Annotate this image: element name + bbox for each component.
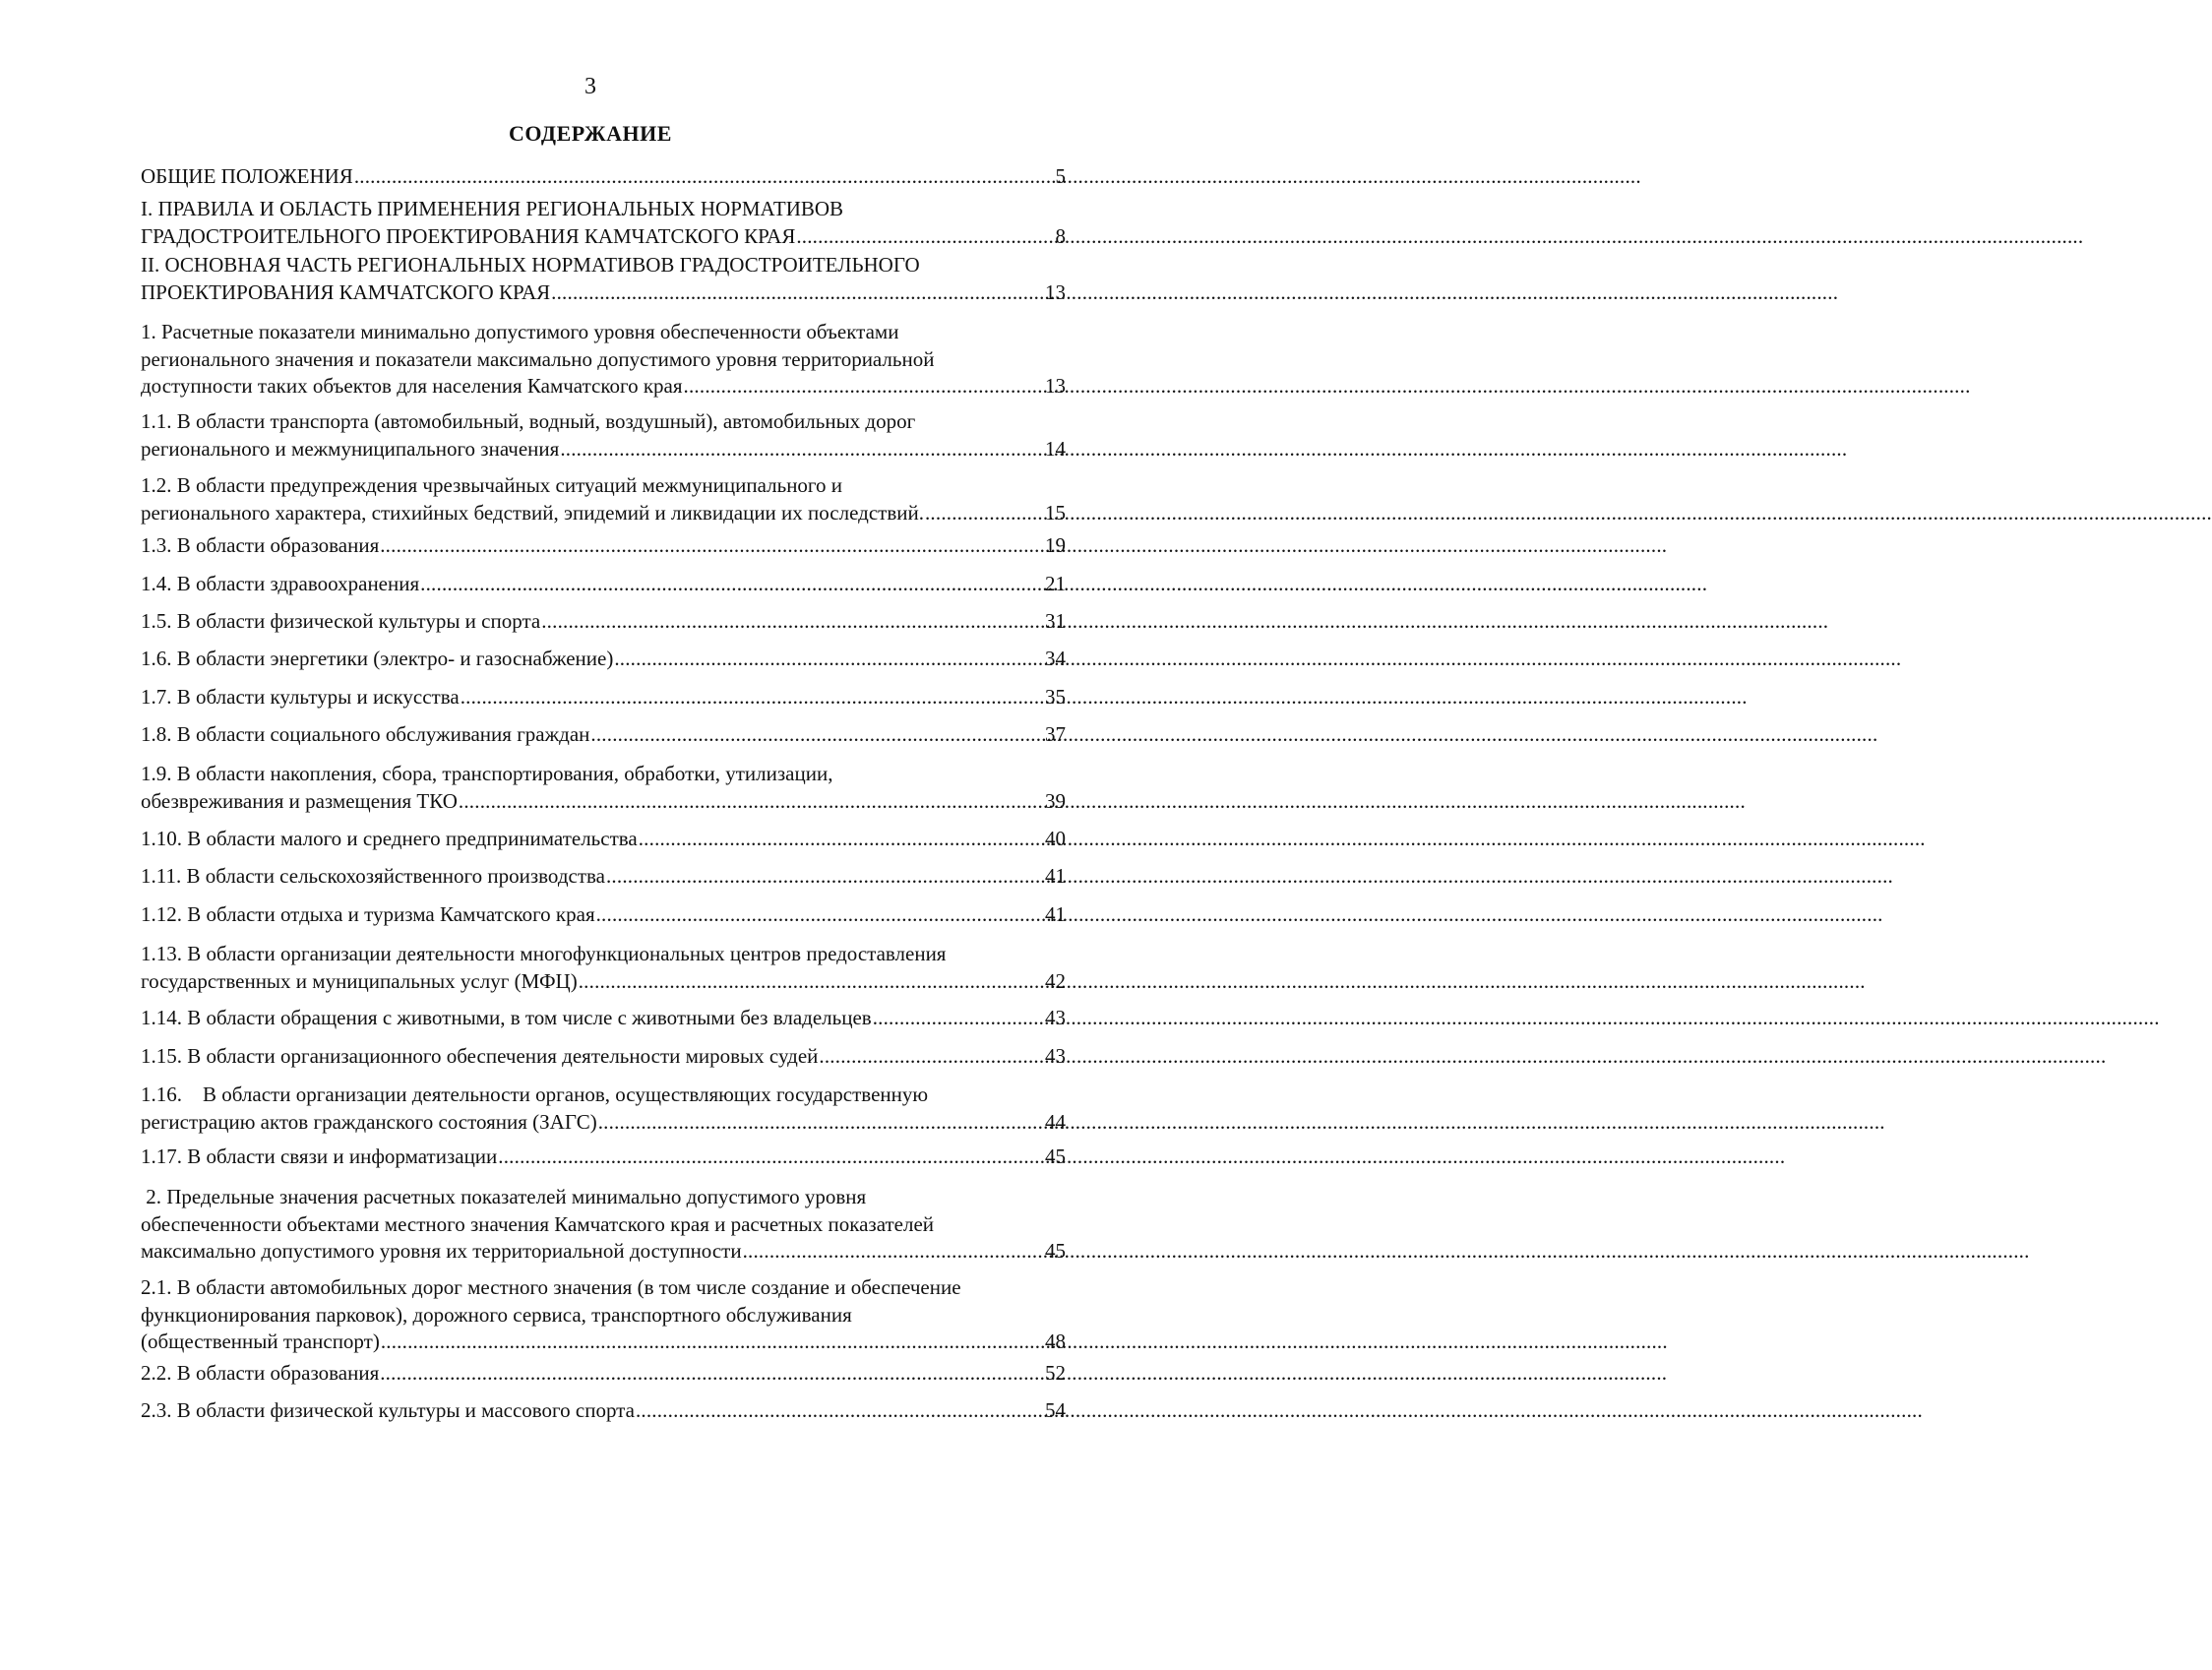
toc-entry-line xyxy=(141,1274,1066,1302)
toc-entry-text: 1.9. В области накопления, сбора, транспортирования, обработки, утилизации, xyxy=(141,762,833,785)
toc-entry-line xyxy=(141,826,1066,853)
dot-leader xyxy=(639,826,1044,853)
toc-entry-line xyxy=(141,436,1066,464)
toc-entry-line xyxy=(141,1238,1066,1266)
toc-entry-text: 1.14. В области обращения с животными, в том числе с животными без владельцев xyxy=(141,1006,872,1029)
toc-entry[interactable] xyxy=(141,571,1066,598)
toc-page-number: 14 xyxy=(1045,436,1066,461)
toc-entry-line xyxy=(141,163,1066,191)
toc-entry-text: обеспеченности объектами местного значения Камчатского края и расчетных показателей xyxy=(141,1211,935,1236)
toc-entry-line xyxy=(141,532,1066,560)
toc-entry-line xyxy=(141,196,1066,223)
toc-page-number: 21 xyxy=(1045,572,1066,595)
toc-entry[interactable] xyxy=(141,863,1066,891)
toc-entry-line xyxy=(141,500,1066,527)
toc-entry[interactable] xyxy=(141,196,1066,250)
toc-entry-line xyxy=(141,1144,1066,1171)
toc-entry-line xyxy=(141,1360,1066,1388)
dot-leader xyxy=(380,1360,1044,1388)
toc-entry-text: 1.7. В области культуры и искусства xyxy=(141,685,460,709)
toc-entry-line xyxy=(141,1302,1066,1330)
toc-entry-text: регионального и межмуниципального значения xyxy=(141,436,560,461)
toc-entry-text: 1.5. В области физической культуры и спорта xyxy=(141,609,541,633)
toc-entry-line xyxy=(141,1184,1066,1211)
toc-entry-line xyxy=(141,863,1066,891)
toc-entry[interactable] xyxy=(141,1360,1066,1388)
toc-entry-line xyxy=(141,408,1066,436)
toc-entry-text: 1.4. В области здравоохранения xyxy=(141,572,420,595)
toc-entry-text: регионального значения и показатели максимально допустимого уровня территориальной xyxy=(141,346,935,371)
toc-page-number: 34 xyxy=(1045,647,1066,670)
dot-leader xyxy=(579,968,1044,996)
toc-entry-text: 1.11. В области сельскохозяйственного производства xyxy=(141,864,605,888)
dot-leader xyxy=(925,500,1044,527)
toc-entry-text: 2.2. В области образования xyxy=(141,1361,380,1385)
toc-entry-line xyxy=(141,1043,1066,1071)
toc-page-number: 39 xyxy=(1045,788,1066,813)
toc-page-number: 8 xyxy=(1055,223,1066,248)
toc-entry-text: I. ПРАВИЛА И ОБЛАСТЬ ПРИМЕНЕНИЯ РЕГИОНАЛЬНЫХ НОРМАТИВОВ xyxy=(141,197,844,220)
dot-leader xyxy=(614,646,1044,673)
toc-entry[interactable] xyxy=(141,1274,1066,1356)
dot-leader xyxy=(684,373,1044,401)
toc-entry-text: максимально допустимого уровня их территориальной доступности xyxy=(141,1239,742,1263)
toc-entry[interactable] xyxy=(141,941,1066,995)
toc-entry-text: 1.6. В области энергетики (электро- и газоснабжение) xyxy=(141,647,614,670)
toc-entry-text: 1. Расчетные показатели минимально допустимого уровня обеспеченности объектами xyxy=(141,320,899,343)
toc-entry[interactable] xyxy=(141,163,1066,191)
toc-page-number: 19 xyxy=(1045,533,1066,557)
toc-entry-line xyxy=(141,684,1066,711)
toc-entry[interactable] xyxy=(141,1184,1066,1266)
toc-page-number: 44 xyxy=(1045,1109,1066,1134)
dot-leader xyxy=(420,571,1044,598)
toc-entry-text: ОБЩИЕ ПОЛОЖЕНИЯ xyxy=(141,164,353,188)
toc-page-number: 45 xyxy=(1045,1239,1066,1263)
toc-entry-text: 1.8. В области социального обслуживания граждан xyxy=(141,722,590,746)
toc-page-number: 13 xyxy=(1045,374,1066,398)
toc-page-number: 35 xyxy=(1045,685,1066,709)
toc-page-number: 41 xyxy=(1045,864,1066,888)
dot-leader xyxy=(560,436,1044,464)
toc-entry-text: регистрацию актов гражданского состояния (ЗАГС) xyxy=(141,1109,597,1134)
toc-entry[interactable] xyxy=(141,472,1066,526)
toc-page-number: 52 xyxy=(1045,1361,1066,1385)
toc-entry-line xyxy=(141,252,1066,279)
toc-entry[interactable] xyxy=(141,901,1066,929)
toc-entry-text: II. ОСНОВНАЯ ЧАСТЬ РЕГИОНАЛЬНЫХ НОРМАТИВОВ ГРАДОСТРОИТЕЛЬНОГО xyxy=(141,253,920,277)
toc-page-number: 13 xyxy=(1045,279,1066,304)
toc-entry[interactable] xyxy=(141,252,1066,306)
toc-entry-text: 1.16. В области организации деятельности органов, осуществляющих государственную xyxy=(141,1082,929,1106)
toc-page-number: 48 xyxy=(1045,1330,1066,1353)
toc-entry[interactable] xyxy=(141,646,1066,673)
dot-leader xyxy=(873,1005,1044,1032)
dot-leader xyxy=(598,1109,1044,1137)
dot-leader xyxy=(380,532,1044,560)
toc-entry-line xyxy=(141,941,1066,968)
toc-entry[interactable] xyxy=(141,1397,1066,1425)
toc-entry[interactable] xyxy=(141,532,1066,560)
toc-entry-line xyxy=(141,1082,1066,1109)
toc-entry[interactable] xyxy=(141,608,1066,636)
toc-entry-line xyxy=(141,1109,1066,1137)
page-number: 3 xyxy=(584,74,596,99)
toc-entry-text: ПРОЕКТИРОВАНИЯ КАМЧАТСКОГО КРАЯ xyxy=(141,279,551,304)
toc-entry[interactable] xyxy=(141,1144,1066,1171)
toc-entry-line xyxy=(141,1329,1066,1356)
toc-entry-line xyxy=(141,646,1066,673)
toc-entry-text: ГРАДОСТРОИТЕЛЬНОГО ПРОЕКТИРОВАНИЯ КАМЧАТСКОГО КРАЯ xyxy=(141,223,796,248)
toc-entry-text: 1.10. В области малого и среднего предпринимательства xyxy=(141,827,638,850)
dot-leader xyxy=(636,1397,1044,1425)
toc-entry-text: 1.1. В области транспорта (автомобильный, водный, воздушный), автомобильных дорог xyxy=(141,409,916,433)
dot-leader xyxy=(461,684,1044,711)
toc-entry-text: (общественный транспорт) xyxy=(141,1330,380,1353)
toc-page-number: 42 xyxy=(1045,968,1066,993)
toc-entry[interactable] xyxy=(141,684,1066,711)
toc-entry[interactable] xyxy=(141,826,1066,853)
toc-entry-line xyxy=(141,761,1066,788)
dot-leader xyxy=(381,1329,1044,1356)
toc-entry[interactable] xyxy=(141,1005,1066,1032)
toc-page-number: 43 xyxy=(1045,1006,1066,1029)
toc-entry-text: 1.2. В области предупреждения чрезвычайных ситуаций межмуниципального и xyxy=(141,473,843,497)
toc-entry-text: 1.15. В области организационного обеспечения деятельности мировых судей xyxy=(141,1044,819,1068)
toc-entry-line xyxy=(141,901,1066,929)
toc-entry-text: доступности таких объектов для населения Камчатского края xyxy=(141,374,683,398)
toc-entry-line xyxy=(141,373,1066,401)
dot-leader xyxy=(459,788,1044,816)
toc-entry-line xyxy=(141,1005,1066,1032)
dot-leader xyxy=(590,721,1044,749)
dot-leader xyxy=(743,1238,1044,1266)
toc-page-number: 40 xyxy=(1045,827,1066,850)
toc-page-number: 5 xyxy=(1055,164,1066,188)
toc-page-number: 37 xyxy=(1045,722,1066,746)
toc-entry-line xyxy=(141,223,1066,251)
toc-entry-text: 1.13. В области организации деятельности многофункциональных центров предоставления xyxy=(141,942,947,965)
dot-leader xyxy=(796,223,1054,251)
toc-entry-text: регионального характера, стихийных бедствий, эпидемий и ликвидации их последствий. xyxy=(141,500,924,525)
toc-entry-text: 2.3. В области физической культуры и массового спорта xyxy=(141,1398,635,1422)
toc-entry-line xyxy=(141,472,1066,500)
toc-entry-text: 2. Предельные значения расчетных показателей минимально допустимого уровня xyxy=(141,1185,867,1208)
toc-entry[interactable] xyxy=(141,761,1066,815)
dot-leader xyxy=(354,163,1055,191)
toc-entry-text: 1.3. В области образования xyxy=(141,533,380,557)
dot-leader xyxy=(541,608,1044,636)
toc-entry-line xyxy=(141,788,1066,816)
toc-entry[interactable] xyxy=(141,1082,1066,1136)
toc-title: СОДЕРЖАНИЕ xyxy=(509,121,672,146)
toc-entry-text: государственных и муниципальных услуг (МФЦ) xyxy=(141,968,578,993)
toc-entry-line xyxy=(141,319,1066,346)
toc-page-number: 45 xyxy=(1045,1144,1066,1168)
toc-entry-line xyxy=(141,346,1066,374)
toc-entry-line xyxy=(141,608,1066,636)
toc-entry-line xyxy=(141,721,1066,749)
toc-entry-line xyxy=(141,1397,1066,1425)
toc-entry[interactable] xyxy=(141,1043,1066,1071)
toc-entry-text: функционирования парковок), дорожного сервиса, транспортного обслуживания xyxy=(141,1302,852,1327)
toc-entry[interactable] xyxy=(141,319,1066,401)
toc-entry-line xyxy=(141,279,1066,307)
toc-page-number: 54 xyxy=(1045,1398,1066,1422)
toc-entry-text: 2.1. В области автомобильных дорог местного значения (в том числе создание и обеспечение xyxy=(141,1275,961,1299)
toc-page-number: 15 xyxy=(1045,500,1066,525)
toc-entry-line xyxy=(141,1211,1066,1239)
dot-leader xyxy=(498,1144,1044,1171)
toc-entry-text: обезвреживания и размещения ТКО xyxy=(141,788,458,813)
toc-entry-line xyxy=(141,571,1066,598)
toc-entry-text: 1.12. В области отдыха и туризма Камчатского края xyxy=(141,902,595,926)
toc-page-number: 43 xyxy=(1045,1044,1066,1068)
dot-leader xyxy=(551,279,1044,307)
toc-entry[interactable] xyxy=(141,408,1066,463)
dot-leader xyxy=(606,863,1044,891)
toc-page-number: 31 xyxy=(1045,609,1066,633)
dot-leader xyxy=(819,1043,1044,1071)
toc-page-number: 41 xyxy=(1045,902,1066,926)
dot-leader xyxy=(596,901,1044,929)
toc-entry[interactable] xyxy=(141,721,1066,749)
toc-entry-text: 1.17. В области связи и информатизации xyxy=(141,1144,498,1168)
toc-entry-line xyxy=(141,968,1066,996)
